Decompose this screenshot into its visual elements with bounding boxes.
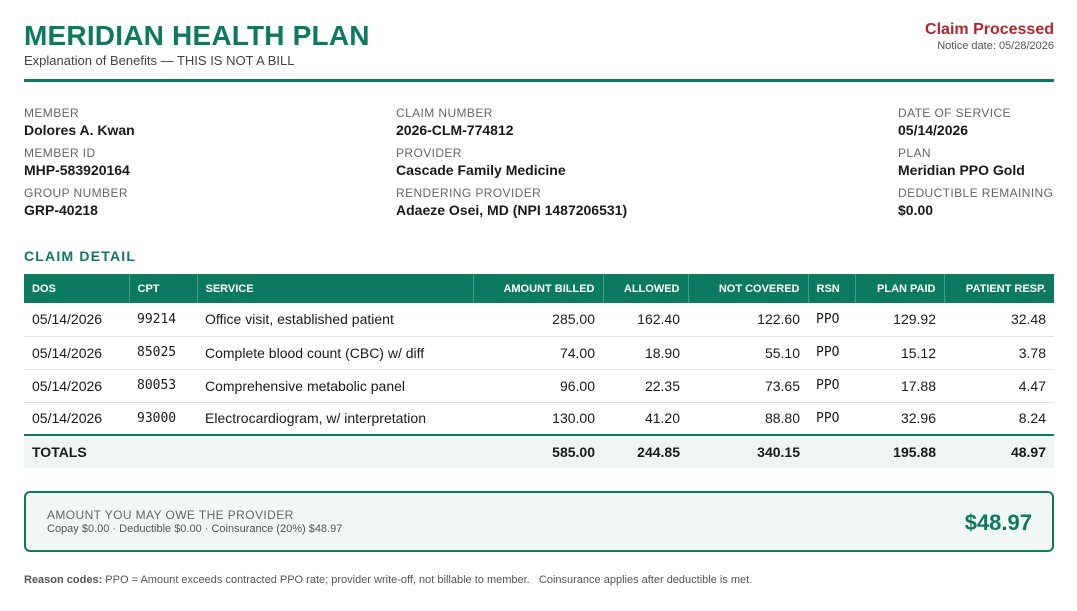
rendering-provider: Adaeze Osei, MD (NPI 1487206531): [396, 202, 628, 218]
reason-codes-footnote: [24, 574, 752, 586]
member-id: MHP-583920164: [24, 162, 130, 178]
cell-amount-billed: 96.00: [473, 369, 603, 402]
table-row: [24, 402, 1054, 435]
total-not-covered: 340.15: [688, 435, 808, 468]
totals-label: TOTALS: [24, 435, 473, 468]
cell-cpt: 99214: [129, 303, 197, 336]
amount-owed-box: [24, 491, 1054, 552]
cell-plan-paid: 17.88: [855, 369, 944, 402]
cell-rsn: PPO: [808, 402, 855, 435]
table-row: [24, 369, 1054, 402]
cell-cpt: 85025: [129, 336, 197, 369]
table-row: [24, 303, 1054, 336]
cell-not-covered: 88.80: [688, 402, 808, 435]
notice-date: Notice date: 05/28/2026: [937, 40, 1054, 52]
claim-detail-title: CLAIM DETAIL: [24, 248, 137, 264]
plan-info: [898, 106, 1053, 226]
plan-name: Meridian PPO Gold: [898, 162, 1025, 178]
table-header-row: [24, 274, 1054, 303]
cell-service: Complete blood count (CBC) w/ diff: [197, 336, 473, 369]
cell-not-covered: 122.60: [688, 303, 808, 336]
col-header-plan-paid: PLAN PAID: [855, 274, 944, 303]
total-rsn-empty: [808, 435, 855, 468]
table-row: [24, 336, 1054, 369]
deductible-remaining: $0.00: [898, 202, 934, 218]
cell-service: Comprehensive metabolic panel: [197, 369, 473, 402]
cell-not-covered: 73.65: [688, 369, 808, 402]
cell-dos: 05/14/2026: [24, 402, 129, 435]
claim-number-label: CLAIM NUMBER: [396, 106, 493, 120]
cell-service: Electrocardiogram, w/ interpretation: [197, 402, 473, 435]
claim-status: Claim Processed: [925, 21, 1054, 38]
cell-amount-billed: 130.00: [473, 402, 603, 435]
cell-rsn: PPO: [808, 303, 855, 336]
col-header-patient-resp: PATIENT RESP.: [944, 274, 1054, 303]
cell-service: Office visit, established patient: [197, 303, 473, 336]
cell-cpt: 93000: [129, 402, 197, 435]
cell-dos: 05/14/2026: [24, 336, 129, 369]
rendering-provider-label: RENDERING PROVIDER: [396, 186, 542, 200]
group-number-label: GROUP NUMBER: [24, 186, 128, 200]
cell-plan-paid: 32.96: [855, 402, 944, 435]
claim-number: 2026-CLM-774812: [396, 122, 514, 138]
col-header-cpt: CPT: [129, 274, 197, 303]
total-plan-paid: 195.88: [855, 435, 944, 468]
cell-allowed: 41.20: [603, 402, 688, 435]
cell-amount-billed: 285.00: [473, 303, 603, 336]
claim-detail-table: [24, 274, 1054, 468]
cell-patient-resp: 8.24: [944, 402, 1054, 435]
cell-allowed: 22.35: [603, 369, 688, 402]
amount-owed-breakdown: Copay $0.00 · Deductible $0.00 · Coinsurance (20%) $48.97: [47, 523, 343, 535]
cell-patient-resp: 32.48: [944, 303, 1054, 336]
total-allowed: 244.85: [603, 435, 688, 468]
deductible-remaining-label: DEDUCTIBLE REMAINING: [898, 186, 1054, 200]
col-header-rsn: RSN: [808, 274, 855, 303]
cell-plan-paid: 129.92: [855, 303, 944, 336]
cell-rsn: PPO: [808, 369, 855, 402]
cell-allowed: 18.90: [603, 336, 688, 369]
col-header-dos: DOS: [24, 274, 129, 303]
org-name: MERIDIAN HEALTH PLAN: [24, 20, 370, 51]
col-header-service: SERVICE: [197, 274, 473, 303]
cell-patient-resp: 4.47: [944, 369, 1054, 402]
plan-label: PLAN: [898, 146, 931, 160]
member-label: MEMBER: [24, 106, 80, 120]
provider-name: Cascade Family Medicine: [396, 162, 566, 178]
provider-label: PROVIDER: [396, 146, 462, 160]
eob-header: [24, 20, 1054, 82]
cell-amount-billed: 74.00: [473, 336, 603, 369]
cell-patient-resp: 3.78: [944, 336, 1054, 369]
col-header-not-covered: NOT COVERED: [688, 274, 808, 303]
reason-codes-text: PPO = Amount exceeds contracted PPO rate; provider write-off, not billable to member. Coinsurance applies after deductible is met.: [102, 574, 753, 586]
amount-owed-value: $48.97: [964, 510, 1032, 535]
reason-codes-label: Reason codes:: [24, 574, 103, 586]
cell-not-covered: 55.10: [688, 336, 808, 369]
document-subtitle: Explanation of Benefits — THIS IS NOT A BILL: [24, 53, 295, 68]
cell-dos: 05/14/2026: [24, 303, 129, 336]
total-patient-resp: 48.97: [944, 435, 1054, 468]
cell-dos: 05/14/2026: [24, 369, 129, 402]
cell-plan-paid: 15.12: [855, 336, 944, 369]
member-name: Dolores A. Kwan: [24, 122, 135, 138]
cell-allowed: 162.40: [603, 303, 688, 336]
col-header-amount-billed: AMOUNT BILLED: [473, 274, 603, 303]
member-id-label: MEMBER ID: [24, 146, 96, 160]
total-amount-billed: 585.00: [473, 435, 603, 468]
col-header-allowed: ALLOWED: [603, 274, 688, 303]
member-info: [24, 106, 135, 226]
cell-rsn: PPO: [808, 336, 855, 369]
date-of-service-label: DATE OF SERVICE: [898, 106, 1011, 120]
group-number: GRP-40218: [24, 202, 98, 218]
date-of-service: 05/14/2026: [898, 122, 969, 138]
amount-owed-label: AMOUNT YOU MAY OWE THE PROVIDER: [47, 508, 294, 522]
totals-row: [24, 435, 1054, 468]
cell-cpt: 80053: [129, 369, 197, 402]
claim-info: [396, 106, 627, 226]
